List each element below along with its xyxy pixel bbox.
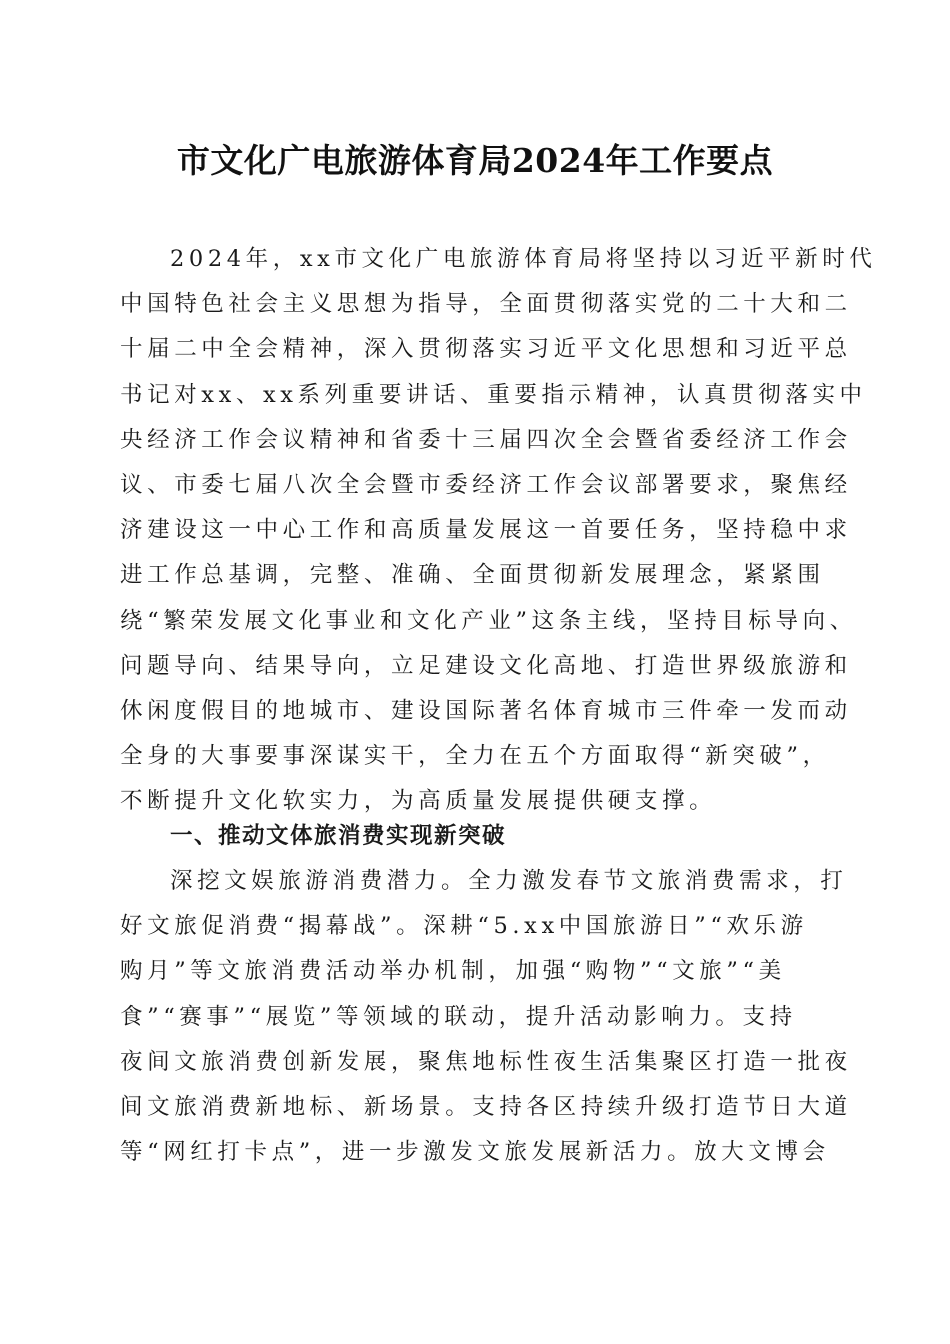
paragraph-line: 不断提升文化软实力，为高质量发展提供硬支撑。 — [120, 788, 717, 815]
intro-paragraph — [120, 237, 877, 824]
paragraph-line: 全身的大事要事深谋实干，全力在五个方面取得“新突破”， — [120, 743, 830, 770]
section-heading-block — [120, 814, 830, 859]
paragraph-line: 济建设这一中心工作和高质量发展这一首要任务，坚持稳中求 — [120, 517, 852, 544]
paragraph-line: 问题导向、结果导向，立足建设文化高地、打造世界级旅游和 — [120, 652, 852, 679]
paragraph-line: 2024年，xx市文化广电旅游体育局将坚持以习近平新时代 — [170, 246, 877, 272]
paragraph-line: 购月”等文旅消费活动举办机制，加强“购物”“文旅”“美 — [120, 958, 786, 985]
section-heading: 一、推动文体旅消费实现新突破 — [170, 823, 507, 849]
paragraph-line: 好文旅促消费“揭幕战”。深耕“5.xx中国旅游日”“欢乐游 — [120, 913, 808, 940]
paragraph-line: 等“网红打卡点”，进一步激发文旅发展新活力。放大文博会 — [120, 1139, 830, 1166]
paragraph-line: 深挖文娱旅游消费潜力。全力激发春节文旅消费需求，打 — [170, 868, 848, 894]
paragraph-line: 进工作总基调，完整、准确、全面贯彻新发展理念，紧紧围 — [120, 562, 825, 589]
paragraph-line: 议、市委七届八次全会暨市委经济工作会议部署要求，聚焦经 — [120, 471, 852, 498]
paragraph-line: 书记对xx、xx系列重要讲话、重要指示精神，认真贯彻落实中 — [120, 381, 867, 408]
paragraph-line: 夜间文旅消费创新发展，聚焦地标性夜生活集聚区打造一批夜 — [120, 1048, 852, 1075]
paragraph-line: 十届二中全会精神，深入贯彻落实习近平文化思想和习近平总 — [120, 336, 852, 363]
paragraph-line: 食”“赛事”“展览”等领域的联动，提升活动影响力。支持 — [120, 1003, 797, 1030]
paragraph-line: 央经济工作会议精神和省委十三届四次全会暨省委经济工作会 — [120, 426, 852, 453]
paragraph-line: 中国特色社会主义思想为指导，全面贯彻落实党的二十大和二 — [120, 291, 852, 318]
document-title: 市文化广电旅游体育局2024年工作要点 — [176, 141, 774, 180]
paragraph-line: 休闲度假目的地城市、建设国际著名体育城市三件牵一发而动 — [120, 697, 852, 724]
paragraph-line: 间文旅消费新地标、新场景。支持各区持续升级打造节日大道 — [120, 1093, 852, 1120]
section-paragraph — [120, 859, 852, 1175]
paragraph-line: 绕“繁荣发展文化事业和文化产业”这条主线，坚持目标导向、 — [120, 607, 857, 634]
